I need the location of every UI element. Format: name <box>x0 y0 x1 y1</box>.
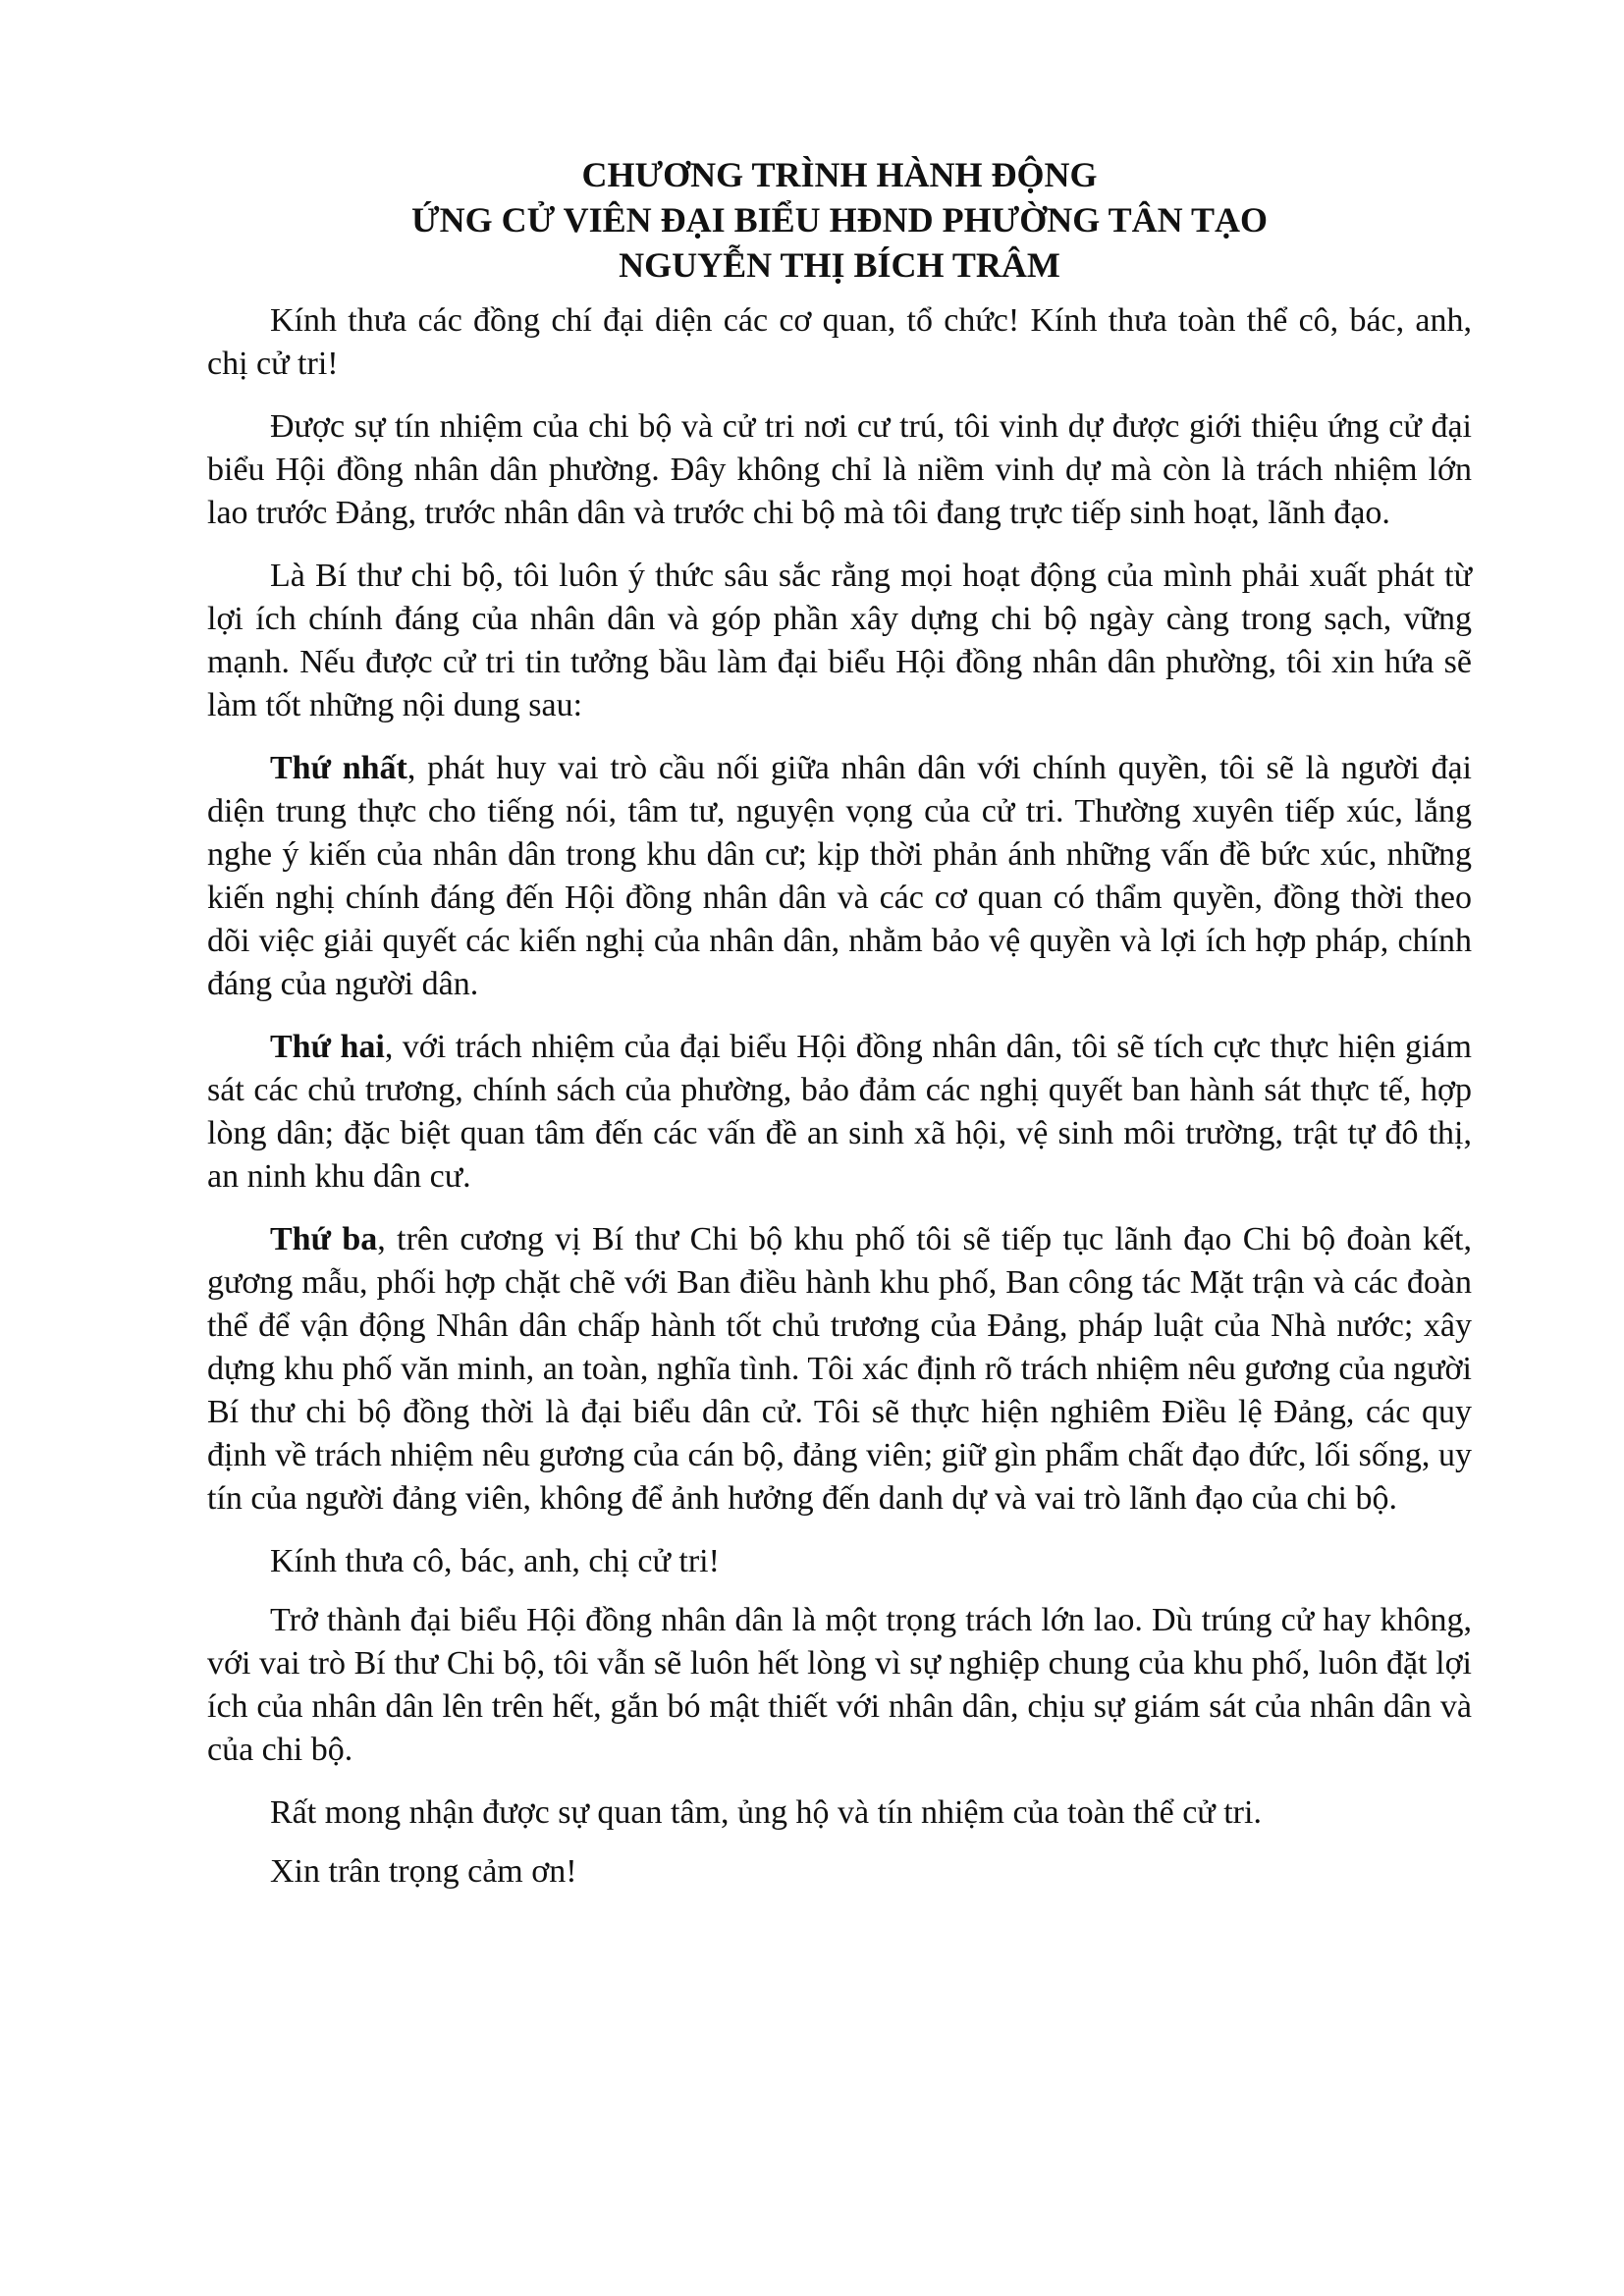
second-greeting-paragraph: Kính thưa cô, bác, anh, chị cử tri! <box>270 1543 720 1579</box>
first-point-paragraph <box>207 747 1472 1006</box>
title-line-2: ỨNG CỬ VIÊN ĐẠI BIỂU HĐND PHƯỜNG TÂN TẠO <box>410 200 1269 240</box>
intro-paragraph: Được sự tín nhiệm của chi bộ và cử tri nơi cư trú, tôi vinh dự được giới thiệu ứng cử đại biểu Hội đồng nhân dân phường. Đây không chỉ là niềm vinh dự mà còn là trách nhiệm lớn lao trước Đảng, trước nhân dân và trước chi bộ mà tôi đang trực tiếp sinh hoạt, lãnh đạo. <box>207 408 1472 531</box>
second-point-text: , với trách nhiệm của đại biểu Hội đồng nhân dân, tôi sẽ tích cực thực hiện giám sát các chủ trương, chính sách của phường, bảo đảm các nghị quyết ban hành sát thực tế, hợp lòng dân; đặc biệt quan tâm đến các vấn đề an sinh xã hội, vệ sinh môi trường, trật tự đô thị, an ninh khu dân cư. <box>207 1029 1472 1195</box>
title-line-3: NGUYỄN THỊ BÍCH TRÂM <box>619 245 1060 285</box>
pledge-paragraph: Trở thành đại biểu Hội đồng nhân dân là một trọng trách lớn lao. Dù trúng cử hay không, với vai trò Bí thư Chi bộ, tôi vẫn sẽ luôn hết lòng vì sự nghiệp chung của khu phố, luôn đặt lợi ích của nhân dân lên trên hết, gắn bó mật thiết với nhân dân, chịu sự giám sát của nhân dân và của chi bộ. <box>207 1602 1472 1768</box>
document-body <box>207 299 1472 1913</box>
third-point-text: , trên cương vị Bí thư Chi bộ khu phố tôi sẽ tiếp tục lãnh đạo Chi bộ đoàn kết, gương mẫu, phối hợp chặt chẽ với Ban điều hành khu phố, Ban công tác Mặt trận và các đoàn thể để vận động Nhân dân chấp hành tốt chủ trương của Đảng, pháp luật của Nhà nước; xây dựng khu phố văn minh, an toàn, nghĩa tình. Tôi xác định rõ trách nhiệm nêu gương của người Bí thư chi bộ đồng thời là đại biểu dân cử. Tôi sẽ thực hiện nghiêm Điều lệ Đảng, các quy định về trách nhiệm nêu gương của cán bộ, đảng viên; giữ gìn phẩm chất đạo đức, lối sống, uy tín của người đảng viên, không để ảnh hưởng đến danh dự và vai trò lãnh đạo của chi bộ. <box>207 1221 1473 1517</box>
title-line-1: CHƯƠNG TRÌNH HÀNH ĐỘNG <box>581 155 1098 194</box>
document-title <box>196 152 1483 288</box>
second-point-paragraph <box>207 1026 1472 1199</box>
greeting-paragraph: Kính thưa các đồng chí đại diện các cơ quan, tổ chức! Kính thưa toàn thể cô, bác, anh, chị cử tri! <box>207 302 1472 382</box>
third-point-paragraph <box>207 1218 1472 1521</box>
commitment-paragraph: Là Bí thư chi bộ, tôi luôn ý thức sâu sắc rằng mọi hoạt động của mình phải xuất phát từ lợi ích chính đáng của nhân dân và góp phần xây dựng chi bộ ngày càng trong sạch, vững mạnh. Nếu được cử tri tin tưởng bầu làm đại biểu Hội đồng nhân dân phường, tôi xin hứa sẽ làm tốt những nội dung sau: <box>207 558 1472 723</box>
request-paragraph: Rất mong nhận được sự quan tâm, ủng hộ và tín nhiệm của toàn thể cử tri. <box>270 1794 1262 1831</box>
third-point-label: Thứ ba <box>270 1221 378 1257</box>
first-point-text: , phát huy vai trò cầu nối giữa nhân dân với chính quyền, tôi sẽ là người đại diện trung thực cho tiếng nói, tâm tư, nguyện vọng của cử tri. Thường xuyên tiếp xúc, lắng nghe ý kiến của nhân dân trong khu dân cư; kịp thời phản ánh những vấn đề bức xúc, những kiến nghị chính đáng đến Hội đồng nhân dân và các cơ quan có thẩm quyền, đồng thời theo dõi việc giải quyết các kiến nghị của nhân dân, nhằm bảo vệ quyền và lợi ích hợp pháp, chính đáng của người dân. <box>207 750 1472 1002</box>
second-point-label: Thứ hai <box>270 1029 385 1065</box>
first-point-label: Thứ nhất <box>270 750 407 786</box>
closing-paragraph: Xin trân trọng cảm ơn! <box>270 1853 577 1890</box>
